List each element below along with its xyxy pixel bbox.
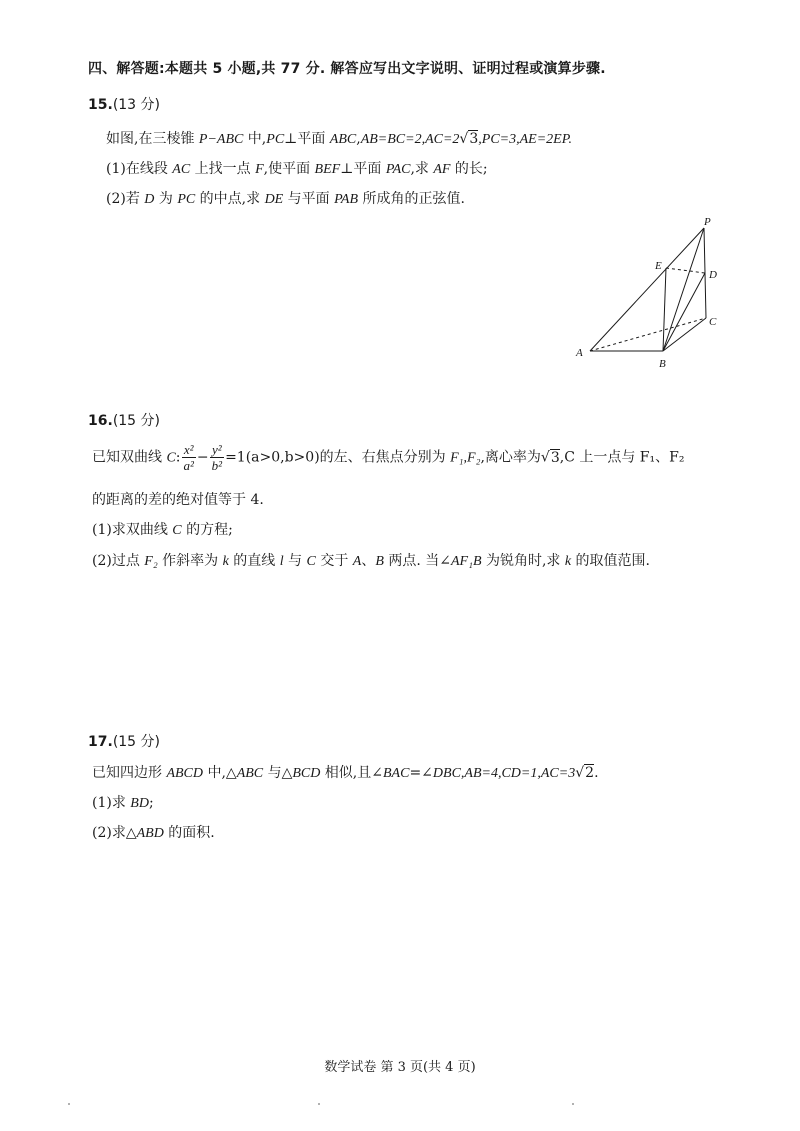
q15-p2-math: PC bbox=[177, 192, 196, 207]
q16-part1 bbox=[92, 519, 233, 539]
q16-p2-text: (2)过点 bbox=[92, 553, 145, 569]
q16-p2-text: 的直线 bbox=[228, 553, 280, 569]
q16-p2-math: A bbox=[352, 554, 362, 569]
q16-stem-math: C bbox=[166, 450, 176, 466]
q15-p2-text: 为 bbox=[154, 191, 178, 207]
q17-stem-math: ,AB=4,CD=1,AC=3 bbox=[460, 766, 576, 781]
fraction-x2-a2 bbox=[182, 442, 196, 473]
q15-p1-text: ,使平面 bbox=[263, 161, 315, 177]
q16-stem-text: ,C 上一点与 F₁、F₂ bbox=[559, 449, 685, 466]
label-B: B bbox=[659, 358, 666, 370]
q15-p1-math: BEF bbox=[314, 162, 341, 177]
q17-stem-text: 相似,且∠ bbox=[320, 765, 383, 781]
section-header: 四、解答题:本题共 5 小题,共 77 分. 解答应写出文字说明、证明过程或演算步骤. bbox=[88, 61, 606, 77]
q17-p1-text: ; bbox=[148, 795, 154, 811]
edge-BP bbox=[663, 228, 704, 351]
q15-stem-math: P−ABC bbox=[198, 132, 244, 147]
q17-stem-math: DBC bbox=[432, 766, 461, 781]
label-E: E bbox=[655, 260, 662, 272]
q17-part2 bbox=[92, 822, 215, 842]
q15-stem: 如图,在三棱锥 P−ABC 中,PC⊥平面 ABC,AB=BC=2,AC=2√3,PC=3,AE=2EP. bbox=[106, 131, 572, 147]
q15-stem-text: ⊥平面 bbox=[284, 131, 330, 147]
q16-p2-text: 的取值范围. bbox=[571, 553, 651, 569]
q16-p1-math: C bbox=[172, 523, 182, 538]
q15-p2-text: 与平面 bbox=[283, 191, 335, 207]
q16-p2-math: k bbox=[222, 554, 229, 569]
q15-number-line bbox=[88, 94, 160, 114]
tetrahedron-figure bbox=[570, 215, 730, 375]
q16-stem: 已知双曲线 C: $\frac{\text{x²}}{\text{a²}}$ − $\frac{\text{y²}}{\text{b²}}$ =1(a>0,b>0)的左、右焦点分别为 F₁,F₂,离心率为√3,C 上一点与 F₁、F₂ bbox=[92, 442, 685, 473]
q16-number: 16. bbox=[88, 413, 113, 429]
label-C: C bbox=[709, 316, 717, 328]
q15-p2-math: PAB bbox=[334, 192, 358, 207]
label-D: D bbox=[709, 269, 717, 281]
q16-p2-math: l bbox=[279, 554, 284, 569]
edge-ED-hidden bbox=[666, 268, 705, 273]
q15-p1-text: (1)在线段 bbox=[106, 161, 173, 177]
page-footer: 数学试卷 第 3 页(共 4 页) bbox=[324, 1060, 476, 1075]
q15-p2-text: 所成角的正弦值. bbox=[358, 191, 465, 207]
q15-p1-math: AF bbox=[433, 162, 451, 177]
q17-p2-math: ABD bbox=[136, 826, 164, 841]
q17-stem-text: 已知四边形 bbox=[92, 765, 167, 781]
q15-stem-math: AB=BC=2,AC=2 bbox=[360, 132, 460, 147]
q15-stem-math: PC bbox=[266, 132, 285, 147]
q15-points: (13 分) bbox=[112, 97, 161, 113]
q17-stem: 已知四边形 ABCD 中,△ABC 与△BCD 相似,且∠BAC=∠DBC,AB=4,CD=1,AC=3√2. bbox=[92, 765, 599, 781]
q15-p2-text: (2)若 bbox=[106, 191, 145, 207]
fraction-denominator: b² bbox=[211, 458, 223, 473]
q15-p1-text: 上找一点 bbox=[190, 161, 256, 177]
q15-stem-text: 如图,在三棱锥 bbox=[106, 131, 199, 147]
scan-speck bbox=[318, 1103, 320, 1105]
q15-p1-text: ⊥平面 bbox=[340, 161, 386, 177]
edge-EB bbox=[663, 268, 666, 351]
q16-p1-text: 的方程; bbox=[181, 522, 233, 538]
q17-p2-text: (2)求△ bbox=[92, 825, 137, 841]
q15-stem-text: 中, bbox=[243, 131, 267, 147]
q17-p1-math: BD bbox=[130, 796, 149, 811]
q15-stem-math: ,PC=3,AE=2EP. bbox=[478, 132, 572, 147]
q16-p2-math: F₂ bbox=[144, 554, 158, 569]
q17-stem-math: BCD bbox=[292, 766, 321, 781]
q15-p1-math: F bbox=[255, 162, 264, 177]
q16-p2-math: C bbox=[306, 554, 316, 569]
q16-p2-text: 与 bbox=[283, 553, 307, 569]
q15-stem-math: ABC bbox=[329, 132, 357, 147]
q17-stem-math: ABCD bbox=[166, 766, 204, 781]
q16-number-line bbox=[88, 410, 160, 430]
q16-p2-text: 、 bbox=[361, 553, 376, 569]
q15-stem-text: , bbox=[356, 131, 361, 147]
q16-p2-text: 交于 bbox=[315, 553, 353, 569]
q15-p2-math: D bbox=[144, 192, 155, 207]
q16-p2-text: 为锐角时,求 bbox=[481, 553, 565, 569]
q16-part2 bbox=[92, 550, 650, 570]
q15-part1 bbox=[106, 158, 488, 178]
fraction-numerator: x² bbox=[182, 442, 196, 458]
q16-stem-text: ,离心率为 bbox=[480, 449, 541, 466]
q15-p1-math: AC bbox=[172, 162, 191, 177]
label-A: A bbox=[576, 347, 583, 359]
q15-p2-text: 的中点,求 bbox=[195, 191, 265, 207]
q15-part2 bbox=[106, 188, 465, 208]
q16-p1-text: (1)求双曲线 bbox=[92, 522, 173, 538]
q17-stem-text: 与△ bbox=[263, 765, 293, 781]
fraction-numerator: y² bbox=[210, 442, 224, 458]
q16-p2-text: 作斜率为 bbox=[157, 553, 223, 569]
q17-part1 bbox=[92, 792, 154, 812]
q15-p2-math: DE bbox=[264, 192, 284, 207]
edge-AC-hidden bbox=[590, 318, 706, 351]
q16-stem-cont: 的距离的差的绝对值等于 4. bbox=[92, 492, 264, 508]
minus-sign: − bbox=[196, 449, 209, 466]
edge-BC bbox=[663, 318, 706, 351]
q17-stem-text: . bbox=[594, 765, 599, 781]
q16-stem-text: =1(a>0,b>0)的左、右焦点分别为 bbox=[225, 449, 451, 466]
q17-p1-text: (1)求 bbox=[92, 795, 131, 811]
q17-number-line bbox=[88, 731, 160, 751]
q17-p2-text: 的面积. bbox=[163, 825, 215, 841]
q15-p1-math: PAC bbox=[385, 162, 411, 177]
q16-p2-math: B bbox=[375, 554, 384, 569]
scan-speck bbox=[68, 1103, 70, 1105]
fraction-denominator: a² bbox=[183, 458, 194, 473]
q16-stem-math: F₁,F₂ bbox=[450, 450, 481, 466]
q16-stem-sqrt: 3 bbox=[550, 449, 560, 466]
q17-number: 17. bbox=[88, 734, 113, 750]
q15-p1-text: ,求 bbox=[410, 161, 434, 177]
q17-stem-text: 中,△ bbox=[203, 765, 237, 781]
q16-stem-text: 已知双曲线 bbox=[92, 449, 167, 466]
fraction-y2-b2 bbox=[210, 442, 224, 473]
q17-stem-sqrt: 2 bbox=[585, 765, 595, 781]
q17-points: (15 分) bbox=[112, 734, 161, 750]
q17-stem-math: BAC bbox=[383, 766, 410, 781]
q15-stem-sqrt: 3 bbox=[469, 131, 479, 147]
label-P: P bbox=[704, 216, 711, 228]
edge-BD bbox=[663, 273, 705, 351]
q16-p2-text: 两点. 当∠ bbox=[383, 553, 451, 569]
q16-p2-math: k bbox=[564, 554, 572, 569]
q17-stem-math: ABC bbox=[236, 766, 264, 781]
scan-speck bbox=[572, 1103, 574, 1105]
q16-p2-math: AF₁B bbox=[451, 554, 482, 569]
q15-number: 15. bbox=[88, 97, 113, 113]
q17-stem-text: =∠ bbox=[409, 765, 433, 781]
q16-stem-text: : bbox=[175, 449, 181, 466]
q16-points: (15 分) bbox=[112, 413, 161, 429]
q15-p1-text: 的长; bbox=[450, 161, 488, 177]
